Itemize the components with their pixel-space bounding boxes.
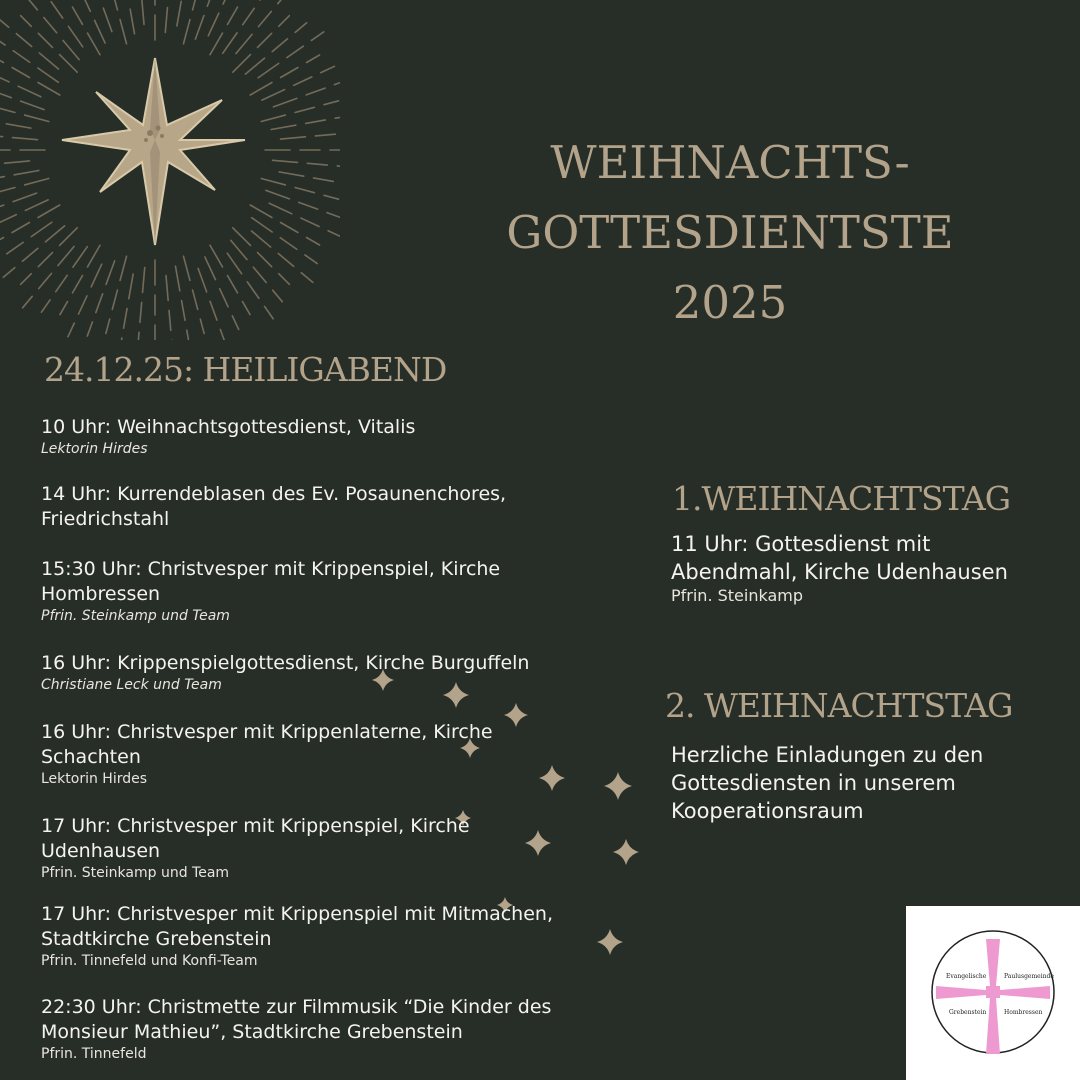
service-text: 15:30 Uhr: Christvesper mit Krippenspiel, Kirche Hombressen: [41, 558, 501, 605]
second-day-heading: 2. WEIHNACHTSTAG: [665, 686, 1013, 725]
service-item: [41, 995, 631, 1064]
service-leader: Pfrin. Steinkamp und Team: [41, 865, 230, 881]
service-item: [41, 415, 641, 459]
service-text: 11 Uhr: Gottesdienst mit Abendmahl, Kirche Udenhausen: [671, 532, 1008, 584]
title-line-3: 2025: [672, 276, 788, 329]
service-item: [41, 651, 641, 695]
service-item: [41, 814, 561, 883]
second-day-text: [671, 741, 1051, 825]
title-line-1: WEIHNACHTS-: [550, 136, 910, 189]
logo-word-top-right: Paulusgemeinde: [1004, 973, 1054, 980]
service-text: 14 Uhr: Kurrendeblasen des Ev. Posaunenchores, Friedrichstahl: [41, 483, 507, 530]
service-text: 16 Uhr: Christvesper mit Krippenlaterne, Kirche Schachten: [41, 721, 493, 768]
church-logo: [906, 906, 1080, 1080]
logo-word-top-left: Evangelische: [946, 973, 987, 980]
service-text: 16 Uhr: Krippenspielgottesdienst, Kirche Burguffeln: [41, 652, 530, 674]
star-burst-icon: [0, 0, 340, 340]
service-text: 17 Uhr: Christvesper mit Krippenspiel, Kirche Udenhausen: [41, 815, 470, 862]
service-leader: Pfrin. Tinnefeld: [41, 1046, 147, 1062]
service-leader: Pfrin. Steinkamp und Team: [41, 608, 230, 624]
service-text: 17 Uhr: Christvesper mit Krippenspiel mit Mitmachen, Stadtkirche Grebenstein: [41, 903, 553, 950]
service-leader: Pfrin. Steinkamp: [671, 586, 804, 605]
service-text: 22:30 Uhr: Christmette zur Filmmusik “Die Kinder des Monsieur Mathieu”, Stadtkirche Grebenstein: [41, 996, 552, 1043]
service-leader: Pfrin. Tinnefeld und Konfi-Team: [41, 953, 258, 969]
service-leader: Lektorin Hirdes: [41, 441, 148, 457]
title-line-2: GOTTESDIENTSTE: [506, 206, 954, 259]
first-day-heading: 1.WEIHNACHTSTAG: [672, 479, 1011, 518]
christmas-eve-heading: 24.12.25: HEILIGABEND: [44, 350, 447, 389]
service-leader: Lektorin Hirdes: [41, 771, 148, 787]
service-text: 10 Uhr: Weihnachtsgottesdienst, Vitalis: [41, 416, 416, 438]
invitation-text: Herzliche Einladungen zu den Gottesdiensten in unserem Kooperationsraum: [671, 743, 984, 823]
service-item: [41, 720, 581, 789]
first-day-service: [671, 530, 1061, 606]
logo-word-bottom-left: Grebenstein: [949, 1009, 987, 1016]
service-item: [41, 902, 641, 971]
logo-word-bottom-right: Hombressen: [1004, 1009, 1043, 1016]
page-title: [480, 128, 980, 338]
service-item: [41, 557, 601, 626]
service-item: [41, 482, 601, 532]
service-leader: Christiane Leck und Team: [41, 677, 222, 693]
